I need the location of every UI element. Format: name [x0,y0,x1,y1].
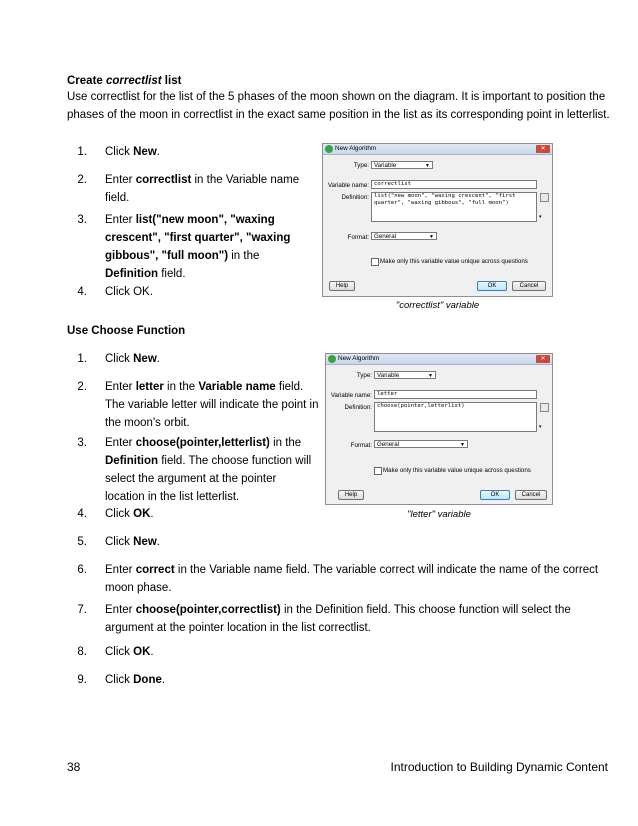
new-algorithm-dialog-correctlist [322,143,553,297]
function-editor-icon[interactable] [540,193,549,202]
chevron-down-icon: ▼ [429,234,434,240]
figure-caption: "letter" variable [407,509,471,520]
close-icon[interactable]: ✕ [536,145,550,153]
unique-checkbox[interactable] [374,467,382,475]
dialog-title: New Algorithm [338,355,380,362]
section-heading-correctlist: Create correctlist list [67,75,182,87]
format-label: Format: [350,442,372,449]
function-editor-icon[interactable] [540,403,549,412]
help-button[interactable]: Help [329,281,355,291]
type-label: Type: [353,162,369,169]
close-icon[interactable]: ✕ [536,355,550,363]
help-button[interactable]: Help [338,490,364,500]
cancel-button[interactable]: Cancel [512,281,546,291]
section-heading-choose: Use Choose Function [67,325,186,337]
scroll-down-icon[interactable]: ▾ [539,424,542,430]
type-select[interactable]: Variable ▼ [374,371,436,379]
figure-caption: "correctlist" variable [395,300,480,311]
variable-name-field[interactable]: correctlist [371,180,537,189]
variable-name-label: Variable name: [327,182,369,189]
type-select[interactable]: Variable ▼ [371,161,433,169]
unique-checkbox-label: Make only this variable value unique across questions [380,258,528,265]
ok-button[interactable]: OK [477,281,507,291]
page-number: 38 [67,760,81,774]
dialog-title-bar [323,144,552,155]
chevron-down-icon: ▼ [460,442,465,448]
definition-field[interactable]: list("new moon", "waxing crescent", "first quarter", "waxing gibbous", "full moon") [371,192,537,222]
dialog-title: New Algorithm [335,145,377,152]
definition-field[interactable]: choose(pointer,letterlist) [374,402,537,432]
dialog-title-bar [326,354,552,365]
type-label: Type: [356,372,372,379]
app-icon [328,355,336,363]
footer-title: Introduction to Building Dynamic Content [390,760,608,774]
variable-name-label: Variable name: [330,392,372,399]
app-icon [325,145,333,153]
definition-label: Definition: [341,194,369,201]
ok-button[interactable]: OK [480,490,510,500]
unique-checkbox[interactable] [371,258,379,266]
intro-paragraph: Use correctlist for the list of the 5 phases of the moon shown on the diagram. It is important to position the phases of the moon in correctlist in the exact same position in the list as its corresponding point in letterlist. [67,91,610,121]
scroll-down-icon[interactable]: ▾ [539,214,542,220]
format-label: Format: [347,234,369,241]
chevron-down-icon: ▼ [425,163,430,169]
unique-checkbox-label: Make only this variable value unique across questions [383,467,531,474]
format-select[interactable]: General ▼ [374,440,468,448]
new-algorithm-dialog-letter [325,353,553,505]
chevron-down-icon: ▼ [428,373,433,379]
cancel-button[interactable]: Cancel [515,490,547,500]
definition-label: Definition: [344,404,372,411]
variable-name-field[interactable]: letter [374,390,537,399]
format-select[interactable]: General ▼ [371,232,437,240]
